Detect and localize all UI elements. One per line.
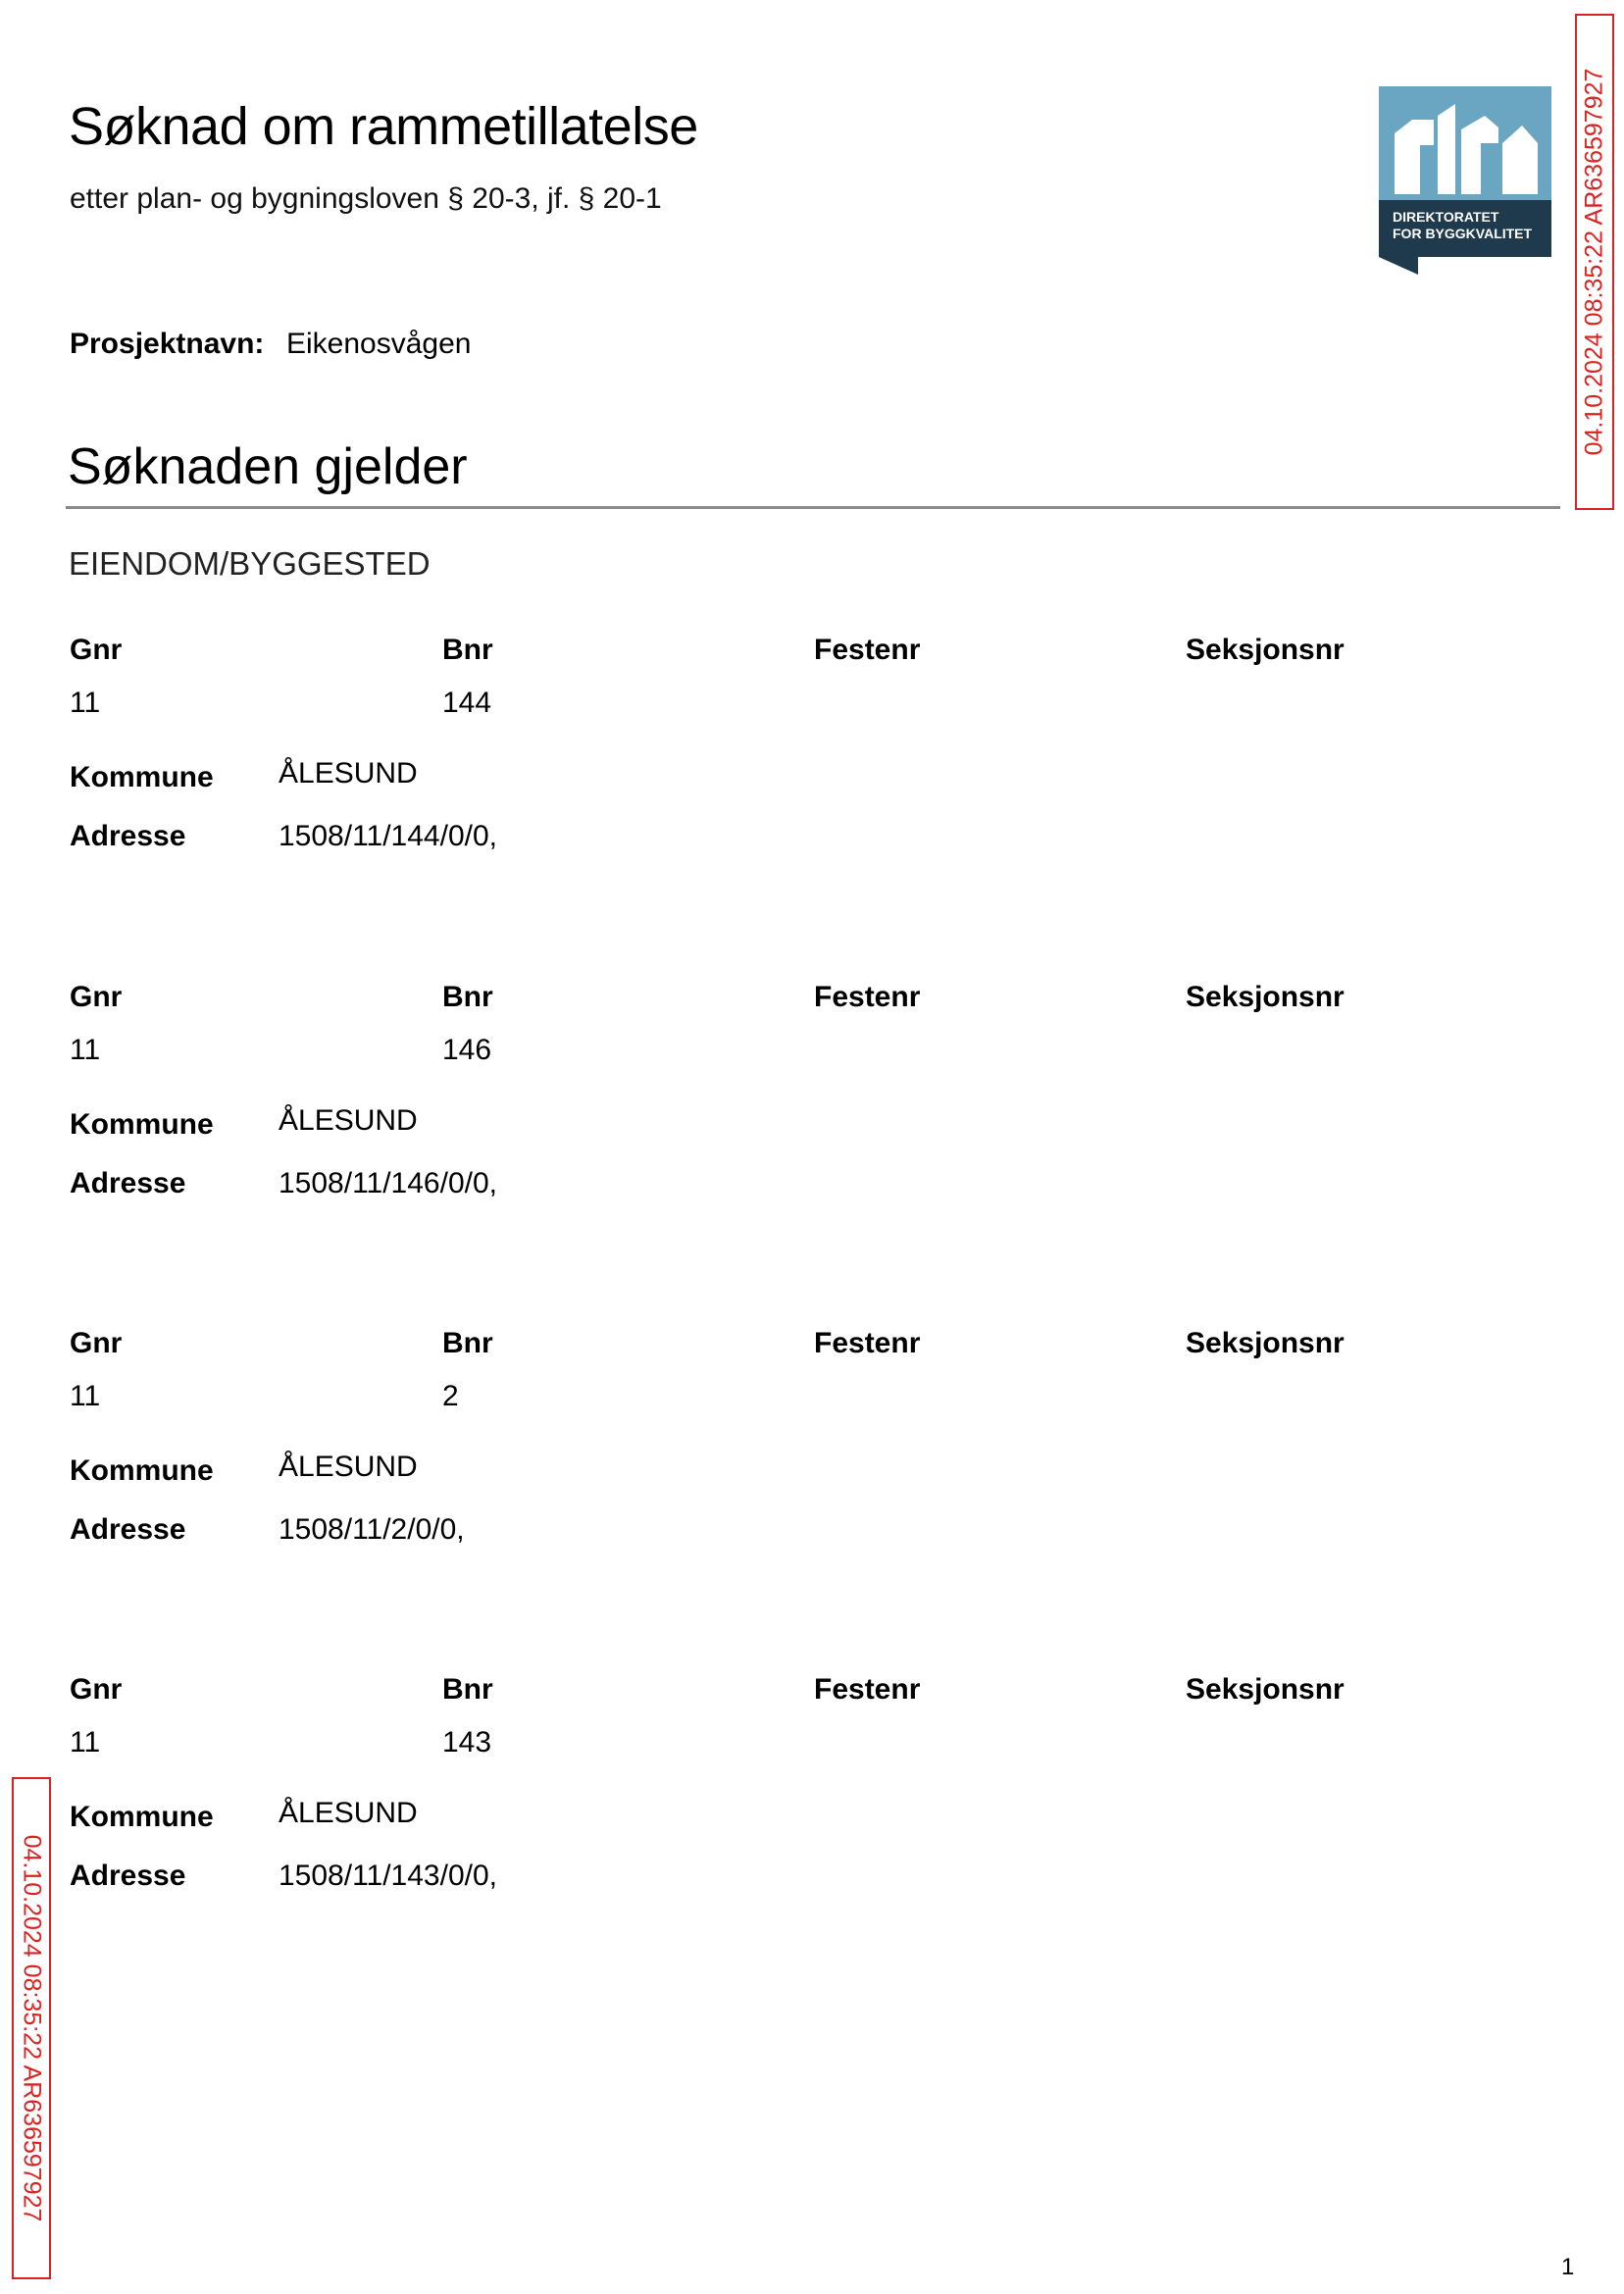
festenr-label: Festenr	[814, 634, 921, 666]
adresse-label: Adresse	[70, 1167, 186, 1199]
bnr-label: Bnr	[442, 1673, 493, 1706]
bnr-value: 144	[442, 687, 492, 719]
page-number: 1	[1561, 2254, 1575, 2280]
bnr-label: Bnr	[442, 1327, 493, 1359]
section-heading: Søknaden gjelder	[68, 438, 468, 495]
gnr-label: Gnr	[70, 981, 123, 1013]
project-name-label: Prosjektnavn:	[70, 328, 265, 360]
seksjonsnr-label: Seksjonsnr	[1186, 1327, 1345, 1359]
seksjonsnr-label: Seksjonsnr	[1186, 1673, 1345, 1706]
stamp-text: 04.10.2024 08:35:22 AR636597927	[1580, 68, 1608, 456]
logo-line-2: FOR BYGGKVALITET	[1393, 226, 1533, 241]
gnr-value: 11	[70, 1034, 101, 1066]
page-subtitle: etter plan- og bygningsloven § 20-3, jf. § 20-1	[70, 182, 662, 215]
property-block	[0, 1327, 1624, 1582]
property-block	[0, 981, 1624, 1236]
adresse-value: 1508/11/146/0/0,	[279, 1167, 497, 1199]
kommune-label: Kommune	[70, 1801, 214, 1833]
dibk-logo	[1379, 86, 1551, 275]
timestamp-stamp-top	[1575, 14, 1614, 510]
adresse-label: Adresse	[70, 820, 186, 852]
bnr-label: Bnr	[442, 634, 493, 666]
adresse-label: Adresse	[70, 1513, 186, 1546]
gnr-label: Gnr	[70, 634, 123, 666]
gnr-value: 11	[70, 687, 101, 719]
kommune-value: ÅLESUND	[279, 1104, 418, 1137]
project-name-value: Eikenosvågen	[286, 328, 472, 360]
gnr-label: Gnr	[70, 1673, 123, 1706]
stamp-text: 04.10.2024 08:35:22 AR636597927	[18, 1834, 46, 2222]
page-title: Søknad om rammetillatelse	[69, 97, 698, 156]
festenr-label: Festenr	[814, 981, 921, 1013]
kommune-label: Kommune	[70, 1454, 214, 1487]
section-divider	[66, 506, 1560, 509]
kommune-value: ÅLESUND	[279, 1797, 418, 1829]
bnr-value: 2	[442, 1380, 459, 1412]
adresse-label: Adresse	[70, 1860, 186, 1892]
property-block	[0, 634, 1624, 889]
property-block	[0, 1673, 1624, 1928]
kommune-label: Kommune	[70, 761, 214, 793]
bnr-label: Bnr	[442, 981, 493, 1013]
gnr-value: 11	[70, 1726, 101, 1759]
kommune-value: ÅLESUND	[279, 757, 418, 790]
bnr-value: 143	[442, 1726, 492, 1759]
seksjonsnr-label: Seksjonsnr	[1186, 981, 1345, 1013]
gnr-value: 11	[70, 1380, 101, 1412]
logo-text	[1393, 209, 1549, 242]
bnr-value: 146	[442, 1034, 492, 1066]
adresse-value: 1508/11/143/0/0,	[279, 1860, 497, 1892]
timestamp-stamp-bottom	[12, 1777, 51, 2279]
festenr-label: Festenr	[814, 1327, 921, 1359]
adresse-value: 1508/11/144/0/0,	[279, 820, 497, 852]
kommune-value: ÅLESUND	[279, 1451, 418, 1483]
kommune-label: Kommune	[70, 1108, 214, 1141]
adresse-value: 1508/11/2/0/0,	[279, 1513, 465, 1546]
festenr-label: Festenr	[814, 1673, 921, 1706]
seksjonsnr-label: Seksjonsnr	[1186, 634, 1345, 666]
gnr-label: Gnr	[70, 1327, 123, 1359]
subsection-heading: EIENDOM/BYGGESTED	[69, 545, 431, 582]
logo-line-1: DIREKTORATET	[1393, 209, 1499, 225]
